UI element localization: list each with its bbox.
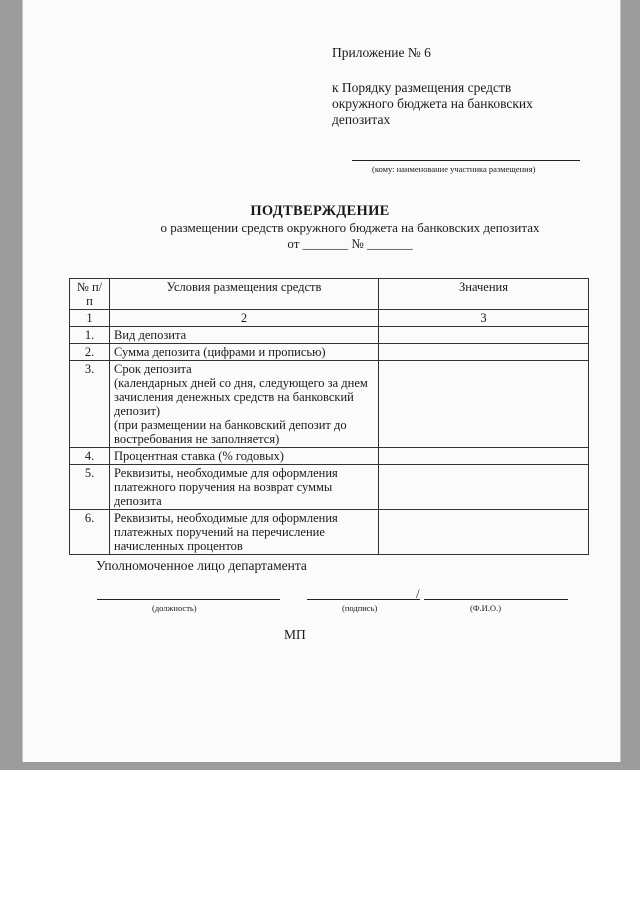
document-title: ПОДТВЕРЖДЕНИЕ — [250, 203, 390, 219]
row-number: 4. — [70, 448, 110, 465]
position-caption: (должность) — [152, 603, 197, 613]
signature-caption: (подпись) — [342, 603, 378, 613]
row-condition: Вид депозита — [110, 327, 379, 344]
date-number-line: от _______ № _______ — [287, 236, 413, 251]
signature-line — [307, 599, 420, 600]
row-condition: Сумма депозита (цифрами и прописью) — [110, 344, 379, 361]
table-row — [70, 448, 589, 465]
table-index-row — [70, 310, 589, 327]
header-values: Значения — [379, 279, 589, 310]
row-number: 2. — [70, 344, 110, 361]
row-value — [379, 361, 589, 448]
row-number: 1. — [70, 327, 110, 344]
annex-number: Приложение № 6 — [332, 45, 431, 60]
table-row — [70, 327, 589, 344]
index-cell-1: 1 — [70, 310, 110, 327]
row-value — [379, 327, 589, 344]
table-header-row — [70, 279, 589, 310]
row-condition: Реквизиты, необходимые для оформления платежного поручения на возврат суммы депозита — [110, 465, 379, 510]
seal-label: МП — [284, 627, 306, 642]
table-row — [70, 465, 589, 510]
row-value — [379, 510, 589, 555]
annex-ref-line-3: депозитах — [332, 112, 391, 127]
row-number: 3. — [70, 361, 110, 448]
header-number: № п/п — [70, 279, 110, 310]
row-value — [379, 465, 589, 510]
conditions-table — [69, 278, 589, 555]
index-cell-3: 3 — [379, 310, 589, 327]
document-subtitle: о размещении средств окружного бюджета на банковских депозитах — [160, 220, 540, 235]
row-condition: Срок депозита (календарных дней со дня, следующего за днем зачисления денежных средств на банковский депозит) (при размещении на банковский депозит до востребования не заполняется) — [110, 361, 379, 448]
recipient-caption: (кому: наименование участника размещения) — [372, 164, 536, 174]
name-line — [424, 599, 568, 600]
name-caption: (Ф.И.О.) — [470, 603, 502, 613]
table-row — [70, 510, 589, 555]
annex-ref-line-1: к Порядку размещения средств — [332, 80, 512, 95]
table-row — [70, 361, 589, 448]
row-number: 5. — [70, 465, 110, 510]
row-value — [379, 448, 589, 465]
header-conditions: Условия размещения средств — [110, 279, 379, 310]
table-row — [70, 344, 589, 361]
signature-slash: / — [416, 586, 420, 601]
recipient-line — [352, 160, 580, 161]
annex-ref-line-2: окружного бюджета на банковских — [332, 96, 533, 111]
row-value — [379, 344, 589, 361]
index-cell-2: 2 — [110, 310, 379, 327]
row-condition: Реквизиты, необходимые для оформления платежных поручений на перечисление начисленных процентов — [110, 510, 379, 555]
row-number: 6. — [70, 510, 110, 555]
authorized-person-label: Уполномоченное лицо департамента — [96, 558, 307, 573]
row-condition: Процентная ставка (% годовых) — [110, 448, 379, 465]
position-line — [97, 599, 280, 600]
